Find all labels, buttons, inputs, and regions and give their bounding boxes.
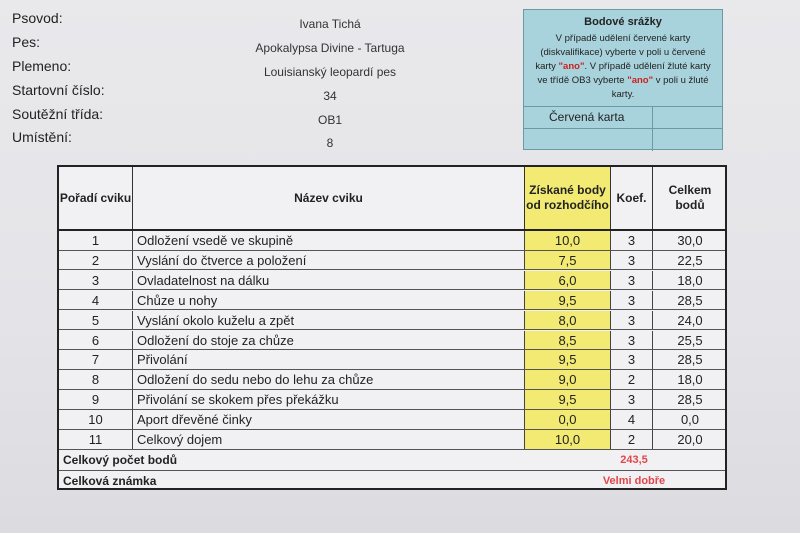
coefficient: 2 xyxy=(611,430,653,449)
exercise-number: 9 xyxy=(59,390,133,409)
exercise-name: Přivolání se skokem přes překážku xyxy=(133,390,525,409)
table-row xyxy=(59,271,725,291)
exercise-number: 4 xyxy=(59,291,133,310)
total-points: 0,0 xyxy=(680,412,700,428)
placement-value: 8 xyxy=(326,136,334,150)
grade-label: Celková známka xyxy=(63,474,157,488)
total-points: 28,5 xyxy=(677,352,703,368)
dog-label: Pes: xyxy=(12,34,41,50)
judge-score-cell[interactable]: 10,0 xyxy=(525,231,611,250)
yellow-card-select[interactable] xyxy=(652,129,725,151)
exercise-name: Přivolání xyxy=(133,350,525,369)
judge-score-cell[interactable]: 8,0 xyxy=(525,311,611,330)
start-number-value: 34 xyxy=(323,89,337,103)
coefficient: 3 xyxy=(611,350,653,369)
header-total: Celkem bodů xyxy=(668,183,712,212)
exercise-number: 2 xyxy=(59,251,133,270)
table-row xyxy=(59,390,725,410)
exercise-number: 8 xyxy=(59,370,133,389)
total-points: 22,5 xyxy=(677,252,703,268)
handler-value: Ivana Tichá xyxy=(299,17,361,31)
start-number-label: Startovní číslo: xyxy=(12,82,105,98)
table-row xyxy=(59,291,725,311)
judge-score-cell[interactable]: 9,0 xyxy=(525,370,611,389)
total-points: 20,0 xyxy=(677,432,703,447)
total-points: 18,0 xyxy=(677,372,703,388)
exercise-number: 1 xyxy=(59,231,133,250)
header-score: Získané body od rozhodčího xyxy=(525,167,611,229)
total-points: 28,5 xyxy=(677,392,703,408)
table-row xyxy=(59,370,725,390)
coefficient: 3 xyxy=(611,251,653,270)
total-points: 18,0 xyxy=(677,272,703,288)
judge-score-cell[interactable]: 10,0 xyxy=(525,430,611,449)
yellow-card-row xyxy=(524,128,722,151)
total-points: 25,5 xyxy=(677,332,703,348)
grade-value: Velmi dobře xyxy=(602,475,666,487)
class-value: OB1 xyxy=(317,113,342,127)
exercise-number: 3 xyxy=(59,271,133,290)
header-name: Název cviku xyxy=(133,167,525,229)
exercise-name: Odložení do stoje za chůze xyxy=(133,331,525,350)
table-row xyxy=(59,350,725,370)
exercise-name: Celkový dojem xyxy=(133,430,525,449)
coefficient: 3 xyxy=(611,271,653,290)
coefficient: 3 xyxy=(611,231,653,250)
judge-score-cell[interactable]: 8,5 xyxy=(525,331,611,350)
red-card-row xyxy=(524,106,722,129)
red-card-select[interactable] xyxy=(652,107,725,129)
score-table xyxy=(57,165,727,490)
exercise-name: Chůze u nohy xyxy=(133,291,525,310)
coefficient: 2 xyxy=(611,370,653,389)
class-label: Soutěžní třída: xyxy=(12,106,104,122)
header-coef: Koef. xyxy=(611,167,653,229)
total-points-value: 243,5 xyxy=(620,454,648,466)
exercise-name: Vyslání do čtverce a položení xyxy=(133,251,525,270)
exercise-name: Vyslání okolo kuželu a zpět xyxy=(133,311,525,330)
penalty-box xyxy=(523,9,723,150)
header-order: Pořadí cviku xyxy=(59,167,133,229)
judge-score-cell[interactable]: 9,5 xyxy=(525,390,611,409)
breed-value: Louisianský leopardí pes xyxy=(263,65,397,79)
coefficient: 3 xyxy=(611,390,653,409)
exercise-number: 11 xyxy=(59,430,133,449)
total-points: 24,0 xyxy=(677,312,703,328)
exercise-number: 5 xyxy=(59,311,133,330)
judge-score-cell[interactable]: 6,0 xyxy=(525,271,611,290)
coefficient: 3 xyxy=(611,291,653,310)
table-row xyxy=(59,430,725,450)
table-row xyxy=(59,410,725,430)
total-points: 28,5 xyxy=(677,292,703,308)
coefficient: 3 xyxy=(611,331,653,350)
red-card-label: Červená karta xyxy=(549,110,625,124)
placement-label: Umístění: xyxy=(12,129,72,145)
judge-score-cell[interactable]: 7,5 xyxy=(525,251,611,270)
exercise-number: 10 xyxy=(59,410,133,429)
exercise-number: 7 xyxy=(59,350,133,369)
table-row xyxy=(59,231,725,251)
exercise-name: Odložení vsedě ve skupině xyxy=(133,231,525,250)
penalty-title: Bodové srážky xyxy=(584,16,662,28)
judge-score-cell[interactable]: 0,0 xyxy=(525,410,611,429)
judge-score-cell[interactable]: 9,5 xyxy=(525,350,611,369)
exercise-name: Odložení do sedu nebo do lehu za chůze xyxy=(133,370,525,389)
total-points-label: Celkový počet bodů xyxy=(63,453,178,467)
judge-score-cell[interactable]: 9,5 xyxy=(525,291,611,310)
grade-row xyxy=(59,471,725,492)
breed-label: Plemeno: xyxy=(12,58,72,74)
table-row xyxy=(59,331,725,351)
table-row xyxy=(59,251,725,271)
coefficient: 4 xyxy=(611,410,653,429)
handler-label: Psovod: xyxy=(12,10,63,26)
exercise-name: Ovladatelnost na dálku xyxy=(133,271,525,290)
dog-value: Apokalypsa Divine - Tartuga xyxy=(255,41,405,55)
total-points-row xyxy=(59,450,725,471)
exercise-name: Aport dřevěné činky xyxy=(133,410,525,429)
exercise-number: 6 xyxy=(59,331,133,350)
total-points: 30,0 xyxy=(677,233,703,248)
coefficient: 3 xyxy=(611,311,653,330)
penalty-description: V případě udělení červené karty (diskvalifikace) vyberte v poli u červené karty "ano". V případě udělení žluté karty ve třídě OB3 vyberte "ano" v poli u žluté karty. xyxy=(535,33,711,100)
table-row xyxy=(59,311,725,331)
